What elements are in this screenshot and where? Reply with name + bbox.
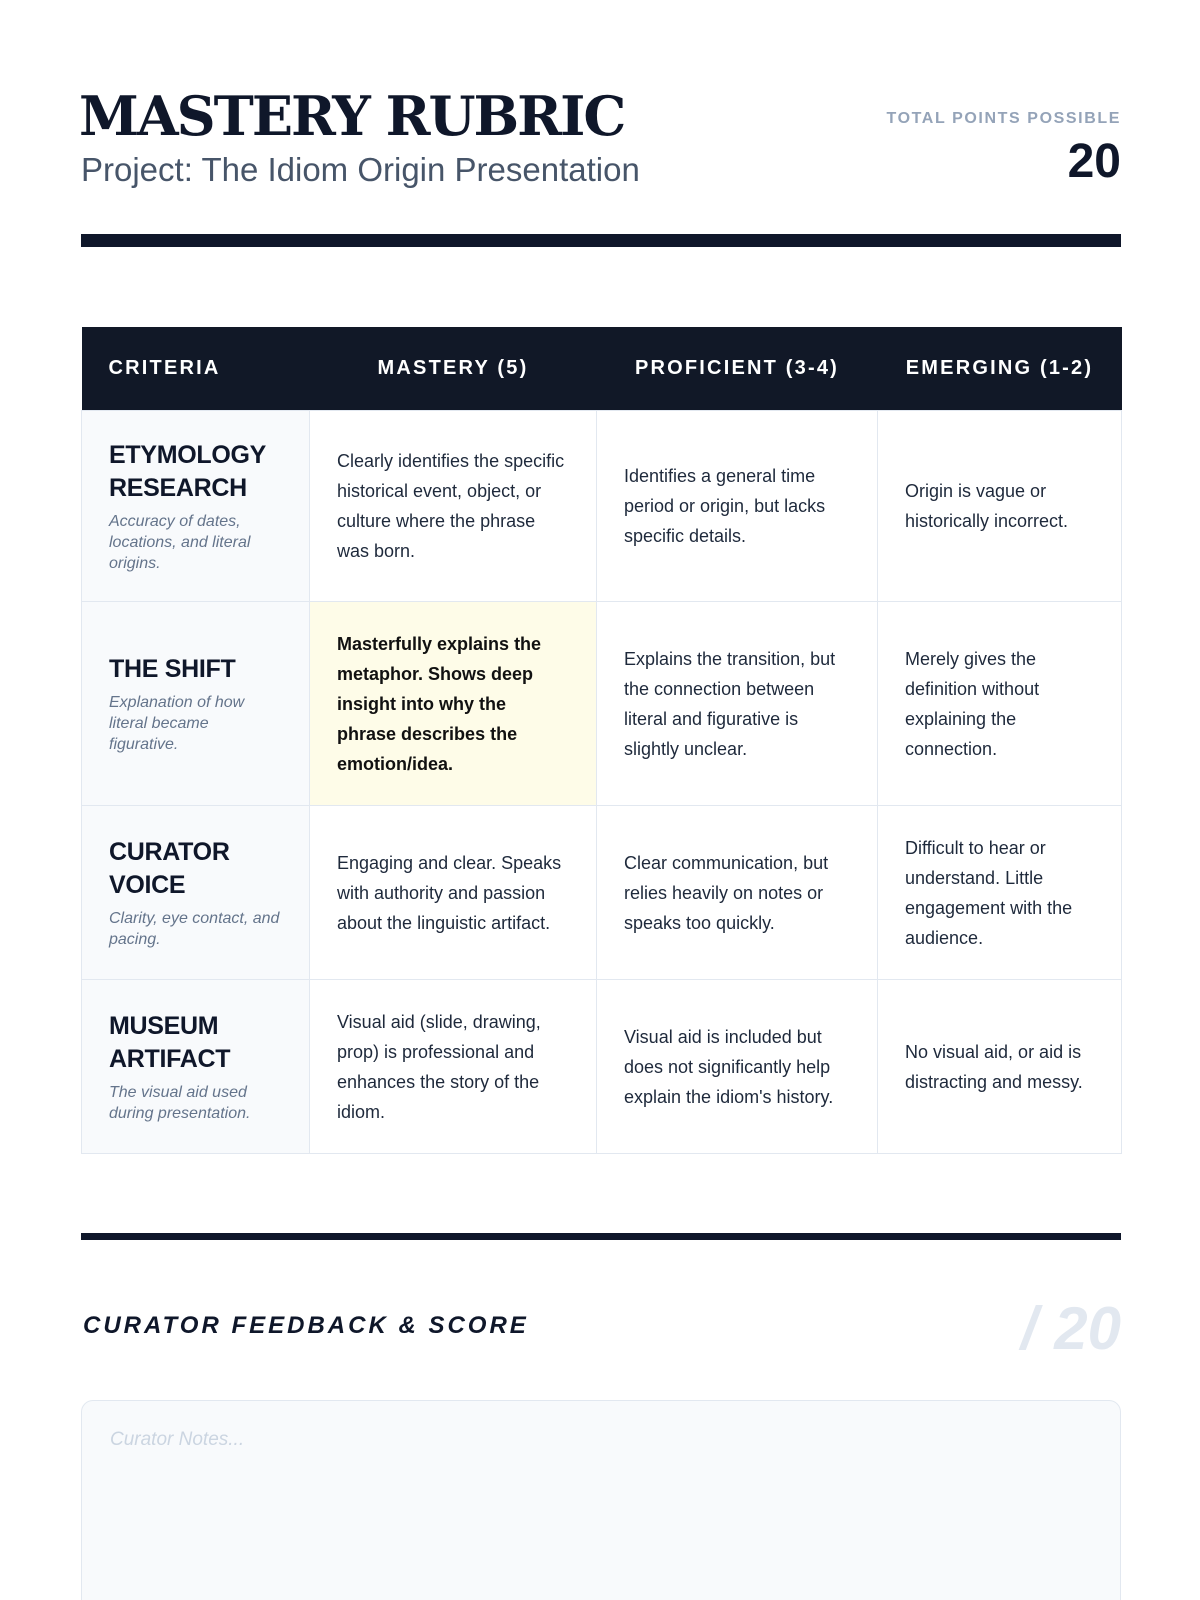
column-header-emerging: EMERGING (1-2) bbox=[878, 327, 1122, 411]
proficient-cell: Visual aid is included but does not significantly help explain the idiom's history. bbox=[597, 980, 878, 1154]
table-row bbox=[82, 806, 1122, 980]
criteria-description: Accuracy of dates, locations, and literal origins. bbox=[109, 512, 251, 572]
curator-notes-input[interactable] bbox=[81, 1400, 1121, 1600]
mastery-cell: Clearly identifies the specific historical event, object, or culture where the phrase was born. bbox=[310, 411, 597, 602]
column-header-mastery: MASTERY (5) bbox=[310, 327, 597, 411]
total-points-value: 20 bbox=[1067, 135, 1121, 188]
feedback-divider bbox=[81, 1233, 1121, 1240]
rubric-header-row bbox=[82, 327, 1122, 411]
mastery-cell-highlighted: Masterfully explains the metaphor. Shows deep insight into why the phrase describes the emotion/idea. bbox=[310, 602, 597, 806]
emerging-cell: Difficult to hear or understand. Little engagement with the audience. bbox=[878, 806, 1122, 980]
criteria-name: ETYMOLOGY RESEARCH bbox=[109, 440, 267, 502]
score-out-of: / 20 bbox=[1020, 1295, 1121, 1362]
criteria-cell bbox=[82, 806, 310, 980]
table-row bbox=[82, 602, 1122, 806]
proficient-cell: Clear communication, but relies heavily on notes or speaks too quickly. bbox=[597, 806, 878, 980]
mastery-cell: Visual aid (slide, drawing, prop) is professional and enhances the story of the idiom. bbox=[310, 980, 597, 1154]
column-header-proficient: PROFICIENT (3-4) bbox=[597, 327, 878, 411]
mastery-cell: Engaging and clear. Speaks with authority and passion about the linguistic artifact. bbox=[310, 806, 597, 980]
table-row bbox=[82, 980, 1122, 1154]
column-header-criteria: CRITERIA bbox=[82, 327, 310, 411]
criteria-cell bbox=[82, 602, 310, 806]
rubric-table bbox=[81, 327, 1122, 1154]
criteria-cell bbox=[82, 411, 310, 602]
criteria-description: Explanation of how literal became figurative. bbox=[109, 693, 245, 753]
emerging-cell: No visual aid, or aid is distracting and messy. bbox=[878, 980, 1122, 1154]
criteria-name: THE SHIFT bbox=[109, 654, 236, 683]
criteria-name: CURATOR VOICE bbox=[109, 837, 230, 899]
criteria-description: The visual aid used during presentation. bbox=[109, 1083, 251, 1122]
header bbox=[81, 82, 1121, 192]
criteria-cell bbox=[82, 980, 310, 1154]
feedback-heading: CURATOR FEEDBACK & SCORE bbox=[83, 1312, 529, 1339]
emerging-cell: Origin is vague or historically incorrect. bbox=[878, 411, 1122, 602]
project-subtitle: Project: The Idiom Origin Presentation bbox=[81, 151, 640, 188]
page-title: MASTERY RUBRIC bbox=[79, 84, 625, 148]
proficient-cell: Identifies a general time period or origin, but lacks specific details. bbox=[597, 411, 878, 602]
total-points-label: TOTAL POINTS POSSIBLE bbox=[886, 110, 1121, 127]
header-divider bbox=[81, 234, 1121, 247]
table-row bbox=[82, 411, 1122, 602]
criteria-description: Clarity, eye contact, and pacing. bbox=[109, 909, 280, 948]
rubric-page bbox=[81, 0, 1121, 1600]
proficient-cell: Explains the transition, but the connection between literal and figurative is slightly unclear. bbox=[597, 602, 878, 806]
criteria-name: MUSEUM ARTIFACT bbox=[109, 1011, 231, 1073]
emerging-cell: Merely gives the definition without explaining the connection. bbox=[878, 602, 1122, 806]
